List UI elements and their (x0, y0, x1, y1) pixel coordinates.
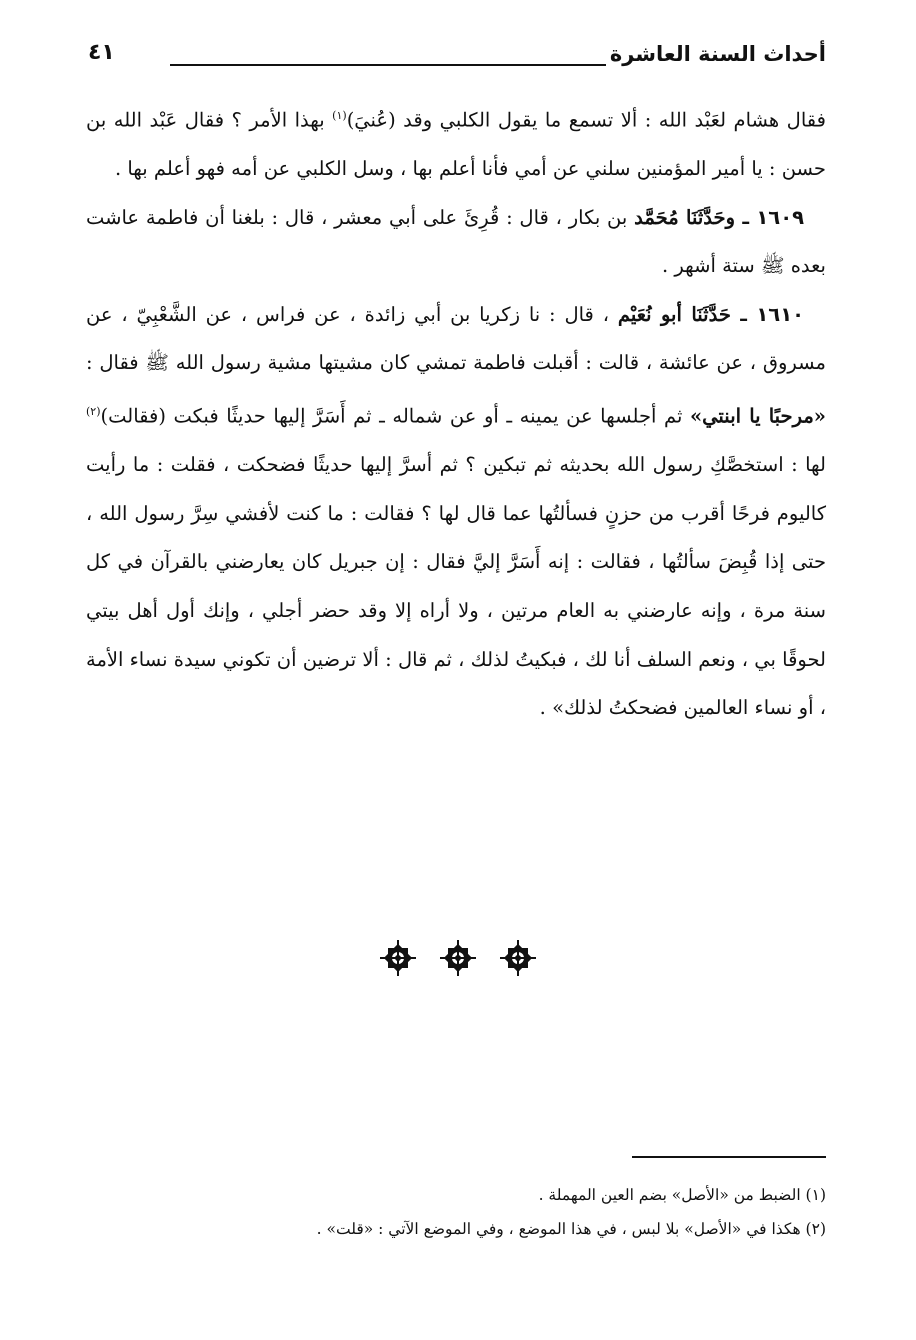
footnotes (86, 1178, 826, 1246)
text-run: بن بكار ، قال : قُرِئَ على أبي معشر ، قال : بلغنا أن فاطمة عاشت بعده ﷺ ستة أشهر . (86, 205, 826, 278)
star-ornament-icon (498, 938, 538, 978)
header-title: أحداث السنة العاشرة (609, 42, 826, 66)
header-rule (170, 64, 606, 66)
narration-formula: وحَدَّثَنَا مُحَمَّد (634, 205, 735, 229)
main-text (86, 92, 826, 733)
footnote-ref-1: (١) (332, 109, 347, 122)
footnote-ref-2: (٢) (86, 405, 101, 419)
star-ornament-icon (438, 938, 478, 978)
star-ornament-icon (378, 938, 418, 978)
running-header (88, 38, 826, 78)
section-ornament (378, 938, 538, 980)
text-run: بهذا الأمر ؟ فقال عَبْد الله بن حسن : يا أمير المؤمنين سلني عن أمي فأنا أعلم بها ، وسل الكلبي عن أمه فهو أعلم بها . (86, 108, 826, 181)
hadith-number: ١٦١٠ ـ (730, 302, 804, 326)
hadith-1610 (86, 291, 826, 733)
footnote-2: (٢) هكذا في «الأصل» بلا لبس ، في هذا الموضع ، وفي الموضع الآتي : «قلت» . (316, 1220, 826, 1238)
hadith-number: ١٦٠٩ ـ (734, 205, 804, 229)
quoted-speech: «مرحبًا يا ابنتي» (689, 404, 826, 428)
footnote-separator (632, 1156, 826, 1158)
hadith-1609 (86, 194, 826, 291)
text-run: ، قال : نا زكريا بن أبي زائدة ، عن فراس ، عن الشَّعْبِيّ ، عن مسروق ، عن عائشة ، قالت : أقبلت فاطمة تمشي كان مشيتها مشية رسول الله ﷺ فقال : (86, 302, 826, 375)
paragraph-continuation (86, 92, 826, 194)
text-run: فقال هشام لعَبْد الله : ألا تسمع ما يقول الكلبي وقد (عُنيَ) (346, 108, 826, 132)
text-run: لها : استخصَّكِ رسول الله بحديثه ثم تبكين ؟ ثم أسرَّ إليها حديثًا فضحكت ، فقلت : ما رأيت كاليوم فرحًا أقرب من حزنٍ فسألتُها عما قال لها ؟ فقالت : ما كنت لأفشي سِرَّ رسول الله ، حتى إذا قُبِضَ سألتُها ، فقالت : إنه أَسَرَّ إليَّ فقال : إن جبريل كان يعارضني بالقرآن في كل سنة مرة ، وإنه عارضني به العام مرتين ، ولا أراه إلا وقد حضر أجلي ، وإنك أول أهل بيتي لحوقًا بي ، ونعم السلف أنا لك ، فبكيتُ لذلك ، ثم قال : ألا ترضين أن تكوني سيدة نساء الأمة ، أو نساء العالمين فضحكتُ لذلك» . (86, 453, 826, 720)
footnote-1: (١) الضبط من «الأصل» بضم العين المهملة . (538, 1186, 826, 1204)
page-number: ٤١ (88, 40, 115, 65)
text-run: ثم أجلسها عن يمينه ـ أو عن شماله ـ ثم أَسَرَّ إليها حديثًا فبكت (فقالت) (100, 404, 690, 428)
narration-formula: حَدَّثَنَا أبو نُعَيْم (617, 302, 731, 326)
